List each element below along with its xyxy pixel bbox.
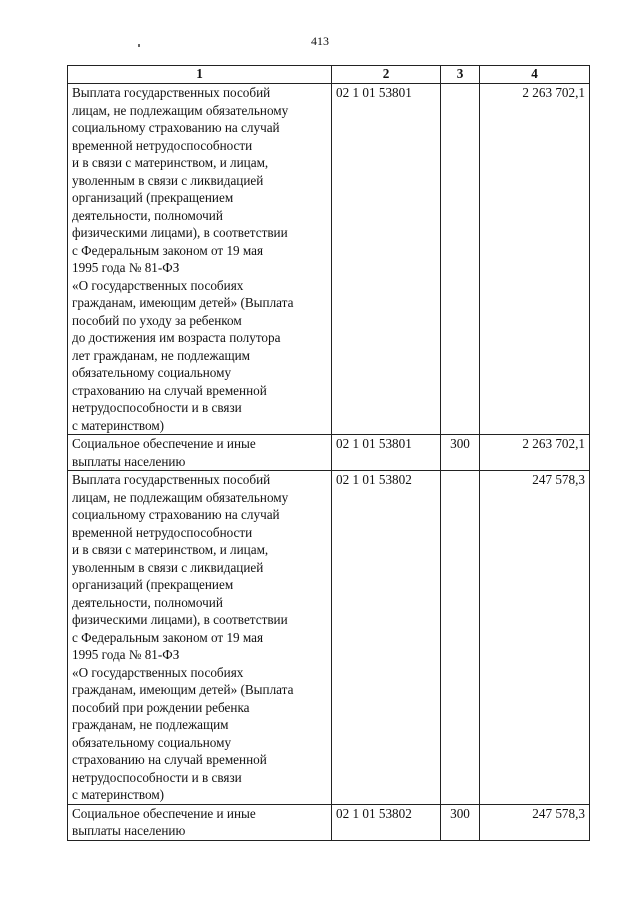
description-line: уволенным в связи с ликвидацией — [72, 172, 264, 188]
description-line: с Федеральным законом от 19 мая — [72, 242, 264, 258]
description-line: и в связи с материнством, и лицам, — [72, 542, 269, 557]
description-line: временной нетрудоспособности — [72, 137, 253, 153]
row-amount: 247 578,3 — [480, 804, 590, 840]
header-col-3: 3 — [441, 66, 480, 84]
description-line: гражданам, имеющим детей» (Выплата — [72, 682, 294, 697]
description-line: «О государственных пособиях — [72, 664, 244, 680]
description-line: нетрудоспособности и в связи — [72, 400, 242, 415]
table-body — [68, 84, 590, 841]
description-line: Социальное обеспечение и иные — [72, 436, 256, 451]
description-line: организаций (прекращением — [72, 190, 234, 205]
description-line: Выплата государственных пособий — [72, 85, 271, 100]
description-line: деятельности, полномочий — [72, 594, 223, 610]
description-line: организаций (прекращением — [72, 577, 234, 592]
description-line: Выплата государственных пособий — [72, 472, 271, 487]
table-row — [68, 471, 590, 805]
row-description — [68, 471, 332, 805]
description-line: «О государственных пособиях — [72, 277, 244, 293]
description-line: физическими лицами), в соответствии — [72, 612, 288, 627]
row-amount: 247 578,3 — [480, 471, 590, 805]
description-line: нетрудоспособности и в связи — [72, 769, 242, 785]
description-line: уволенным в связи с ликвидацией — [72, 559, 264, 575]
description-line: выплаты населению — [72, 453, 186, 469]
row-expense-type — [441, 84, 480, 435]
description-line: обязательному социальному — [72, 365, 232, 380]
description-line: выплаты населению — [72, 823, 186, 838]
description-line: лицам, не подлежащим обязательному — [72, 102, 289, 118]
description-line: и в связи с материнством, и лицам, — [72, 155, 269, 170]
header-col-1: 1 — [68, 66, 332, 84]
header-col-4: 4 — [480, 66, 590, 84]
description-line: Социальное обеспечение и иные — [72, 805, 256, 821]
description-line: гражданам, не подлежащим — [72, 717, 229, 732]
description-line: обязательному социальному — [72, 734, 232, 750]
description-line: пособий по уходу за ребенком — [72, 312, 242, 328]
row-description — [68, 804, 332, 840]
description-line: 1995 года № 81-ФЗ — [72, 647, 180, 662]
row-expense-type: 300 — [441, 804, 480, 840]
description-line: с Федеральным законом от 19 мая — [72, 629, 264, 645]
row-code: 02 1 01 53802 — [332, 804, 441, 840]
description-line: пособий при рождении ребенка — [72, 699, 250, 715]
table-row — [68, 435, 590, 471]
description-line: лицам, не подлежащим обязательному — [72, 489, 289, 505]
page-number: 413 — [311, 34, 329, 48]
row-amount: 2 263 702,1 — [480, 435, 590, 471]
row-expense-type — [441, 471, 480, 805]
scan-speck — [138, 44, 140, 47]
row-code: 02 1 01 53801 — [332, 84, 441, 435]
description-line: временной нетрудоспособности — [72, 524, 253, 540]
table-row — [68, 84, 590, 435]
description-line: лет гражданам, не подлежащим — [72, 347, 251, 363]
description-line: с материнством) — [72, 787, 165, 802]
description-line: деятельности, полномочий — [72, 207, 223, 223]
budget-table — [67, 65, 590, 841]
row-amount: 2 263 702,1 — [480, 84, 590, 435]
description-line: социальному страхованию на случай — [72, 507, 280, 522]
header-col-2: 2 — [332, 66, 441, 84]
header-row — [68, 66, 590, 84]
description-line: с материнством) — [72, 417, 165, 433]
description-line: гражданам, имеющим детей» (Выплата — [72, 295, 294, 310]
row-expense-type: 300 — [441, 435, 480, 471]
description-line: 1995 года № 81-ФЗ — [72, 260, 180, 275]
row-code: 02 1 01 53801 — [332, 435, 441, 471]
row-description — [68, 84, 332, 435]
description-line: страхованию на случай временной — [72, 382, 267, 398]
description-line: социальному страхованию на случай — [72, 120, 280, 135]
description-line: до достижения им возраста полутора — [72, 330, 281, 345]
description-line: физическими лицами), в соответствии — [72, 225, 288, 240]
description-line: страхованию на случай временной — [72, 752, 267, 767]
row-description — [68, 435, 332, 471]
row-code: 02 1 01 53802 — [332, 471, 441, 805]
table-row — [68, 804, 590, 840]
